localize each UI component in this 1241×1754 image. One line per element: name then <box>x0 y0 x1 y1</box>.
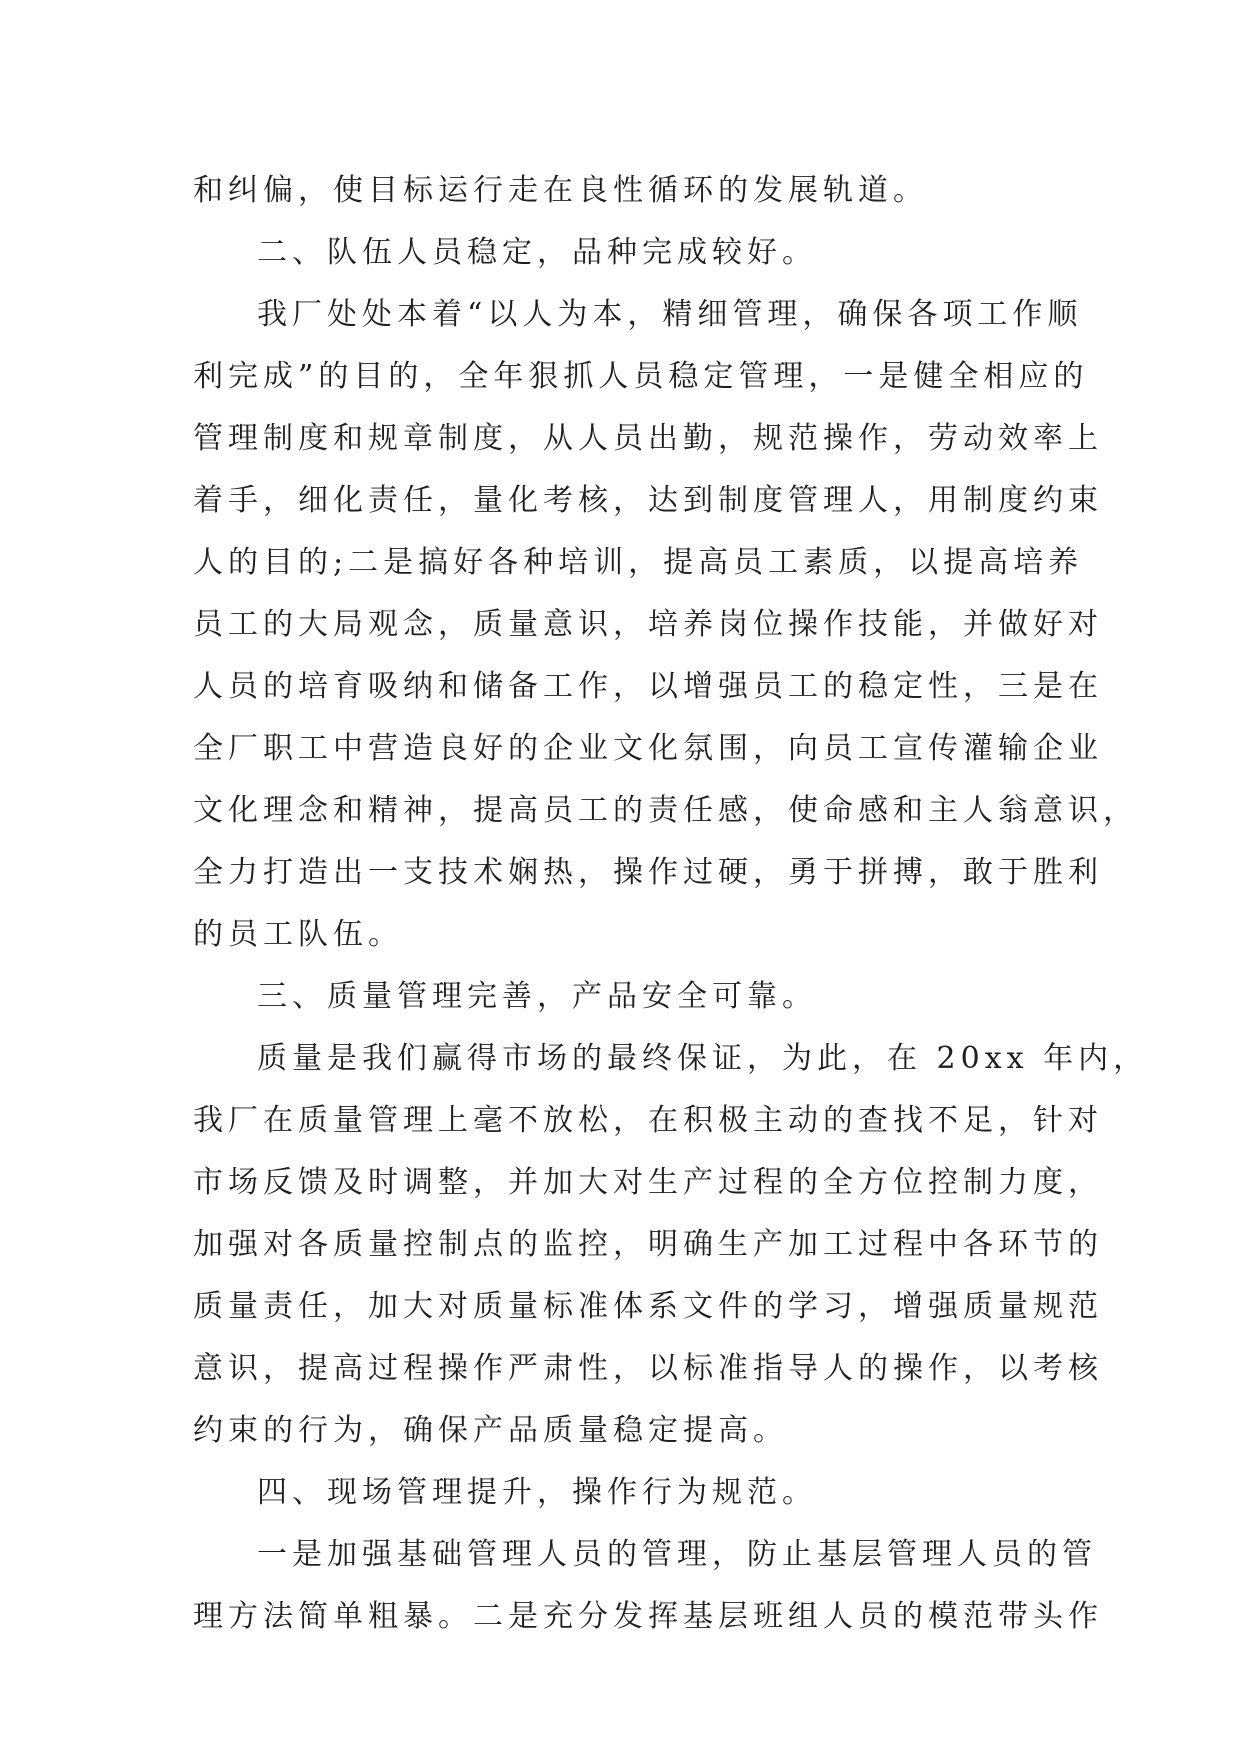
paragraph-line: 人员的培育吸纳和储备工作，以增强员工的稳定性，三是在 <box>193 669 1103 704</box>
paragraph-line: 人的目的;二是搞好各种培训，提高员工素质，以提高培养 <box>193 545 1084 580</box>
text-line-continuation: 和纠偏，使目标运行走在良性循环的发展轨道。 <box>193 173 928 208</box>
paragraph-line: 质量是我们赢得市场的最终保证，为此，在 20xx 年内， <box>257 1041 1149 1076</box>
paragraph-line: 员工的大局观念，质量意识，培养岗位操作技能，并做好对 <box>193 607 1103 642</box>
paragraph-line: 意识，提高过程操作严肃性，以标准指导人的操作，以考核 <box>193 1351 1103 1386</box>
paragraph-line: 市场反馈及时调整，并加大对生产过程的全方位控制力度， <box>193 1165 1103 1200</box>
paragraph-line: 全力打造出一支技术娴热，操作过硬，勇于拼搏，敢于胜利 <box>193 855 1103 890</box>
paragraph-line: 全厂职工中营造良好的企业文化氛围，向员工宣传灌输企业 <box>193 731 1103 766</box>
paragraph-line: 我厂在质量管理上毫不放松，在积极主动的查找不足，针对 <box>193 1103 1103 1138</box>
section-heading-4: 四、现场管理提升，操作行为规范。 <box>257 1475 817 1510</box>
section-heading-2: 二、队伍人员稳定，品种完成较好。 <box>257 235 817 270</box>
paragraph-line: 一是加强基础管理人员的管理，防止基层管理人员的管 <box>257 1537 1097 1572</box>
paragraph-line: 的员工队伍。 <box>193 917 403 952</box>
paragraph-line: 管理制度和规章制度，从人员出勤，规范操作，劳动效率上 <box>193 421 1103 456</box>
paragraph-line: 着手，细化责任，量化考核，达到制度管理人，用制度约束 <box>193 483 1103 518</box>
paragraph-line: 我厂处处本着“以人为本，精细管理，确保各项工作顺 <box>257 297 1083 332</box>
paragraph-line: 加强对各质量控制点的监控，明确生产加工过程中各环节的 <box>193 1227 1103 1262</box>
paragraph-line: 利完成”的目的，全年狠抓人员稳定管理，一是健全相应的 <box>193 359 1089 394</box>
paragraph-line: 约束的行为，确保产品质量稳定提高。 <box>193 1413 788 1448</box>
section-heading-3: 三、质量管理完善，产品安全可靠。 <box>257 979 817 1014</box>
paragraph-line: 质量责任，加大对质量标准体系文件的学习，增强质量规范 <box>193 1289 1103 1324</box>
paragraph-line: 文化理念和精神，提高员工的责任感，使命感和主人翁意识， <box>193 793 1138 828</box>
document-body <box>193 160 1149 1648</box>
paragraph-line: 理方法简单粗暴。二是充分发挥基层班组人员的模范带头作 <box>193 1599 1103 1634</box>
